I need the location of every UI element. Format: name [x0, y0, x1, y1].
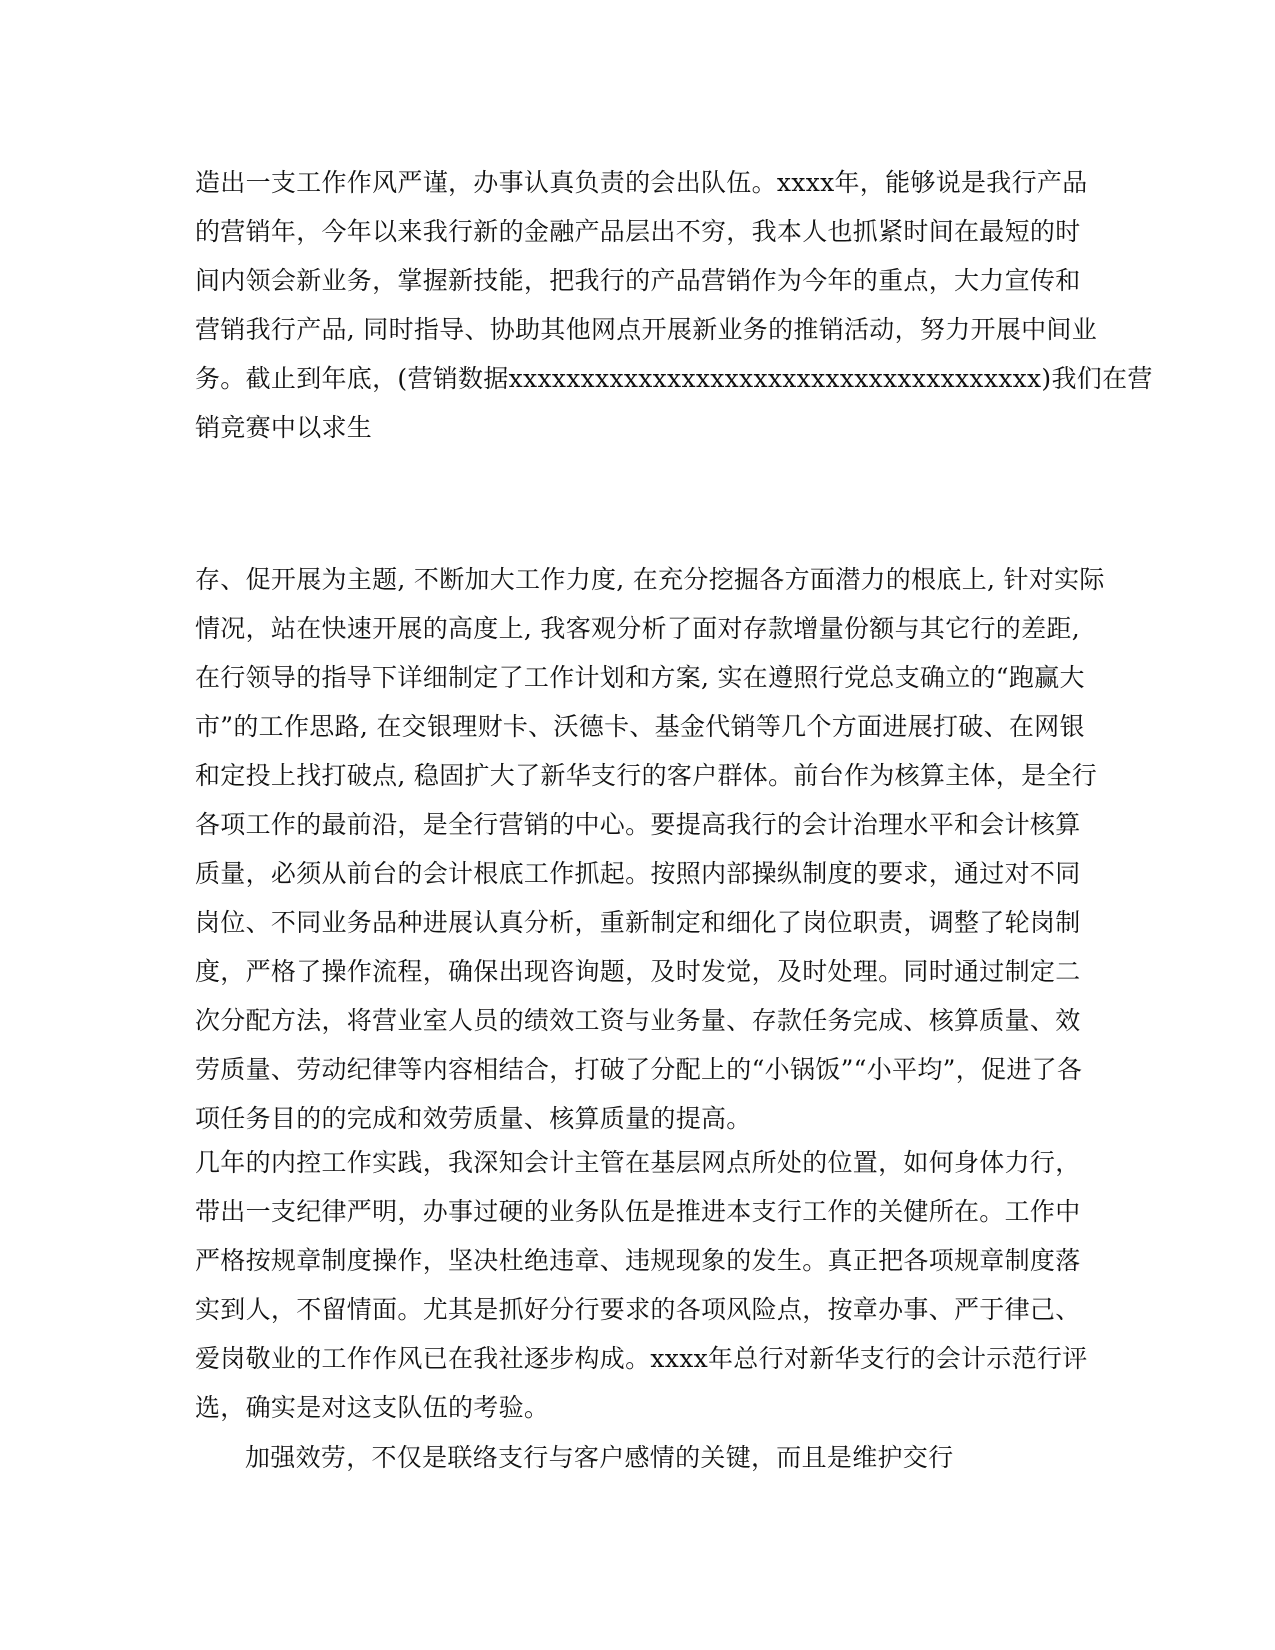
text-line: 爱岗敬业的工作作风已在我社逐步构成。xxxx年总行对新华支行的会计示范行评 — [195, 1344, 1088, 1373]
text-line: 劳质量、劳动纪律等内容相结合，打破了分配上的“小锅饭”“小平均”，促进了各 — [195, 1055, 1083, 1084]
text-line: 选，确实是对这支队伍的考验。 — [195, 1393, 550, 1422]
text-line: 和定投上找打破点, 稳固扩大了新华支行的客户群体。前台作为核算主体，是全行 — [195, 761, 1097, 790]
text-line: 存、促开展为主题, 不断加大工作力度, 在充分挖掘各方面潜力的根底上, 针对实际 — [195, 565, 1105, 594]
text-line: 各项工作的最前沿，是全行营销的中心。要提高我行的会计治理水平和会计核算 — [195, 810, 1081, 839]
text-line: 造出一支工作作风严谨，办事认真负责的会出队伍。xxxx年，能够说是我行产品 — [195, 168, 1088, 197]
paragraph-2 — [195, 555, 1105, 1143]
text-line: 市”的工作思路, 在交银理财卡、沃德卡、基金代销等几个方面进展打破、在网银 — [195, 712, 1085, 741]
paragraph-1 — [195, 158, 1153, 452]
text-line: 的营销年，今年以来我行新的金融产品层出不穷，我本人也抓紧时间在最短的时 — [195, 217, 1081, 246]
text-line: 营销我行产品, 同时指导、协助其他网点开展新业务的推销活动，努力开展中间业 — [195, 315, 1097, 344]
text-line: 次分配方法，将营业室人员的绩效工资与业务量、存款任务完成、核算质量、效 — [195, 1006, 1081, 1035]
text-line: 质量，必须从前台的会计根底工作抓起。按照内部操纵制度的要求，通过对不同 — [195, 859, 1081, 888]
text-line: 情况，站在快速开展的高度上, 我客观分析了面对存款增量份额与其它行的差距, — [195, 614, 1080, 643]
text-line: 务。截止到年底，(营销数据xxxxxxxxxxxxxxxxxxxxxxxxxxxxxxxxxxxxx)我们在营 — [195, 364, 1153, 393]
text-line: 度，严格了操作流程，确保出现咨询题，及时发觉，及时处理。同时通过制定二 — [195, 957, 1081, 986]
text-line: 严格按规章制度操作，坚决杜绝违章、违规现象的发生。真正把各项规章制度落 — [195, 1246, 1081, 1275]
text-line: 项任务目的的完成和效劳质量、核算质量的提高。 — [195, 1104, 752, 1133]
text-line: 实到人，不留情面。尤其是抓好分行要求的各项风险点，按章办事、严于律己、 — [195, 1295, 1081, 1324]
text-line: 几年的内控工作实践，我深知会计主管在基层网点所处的位置，如何身体力行， — [195, 1148, 1081, 1177]
text-line: 岗位、不同业务品种进展认真分析，重新制定和细化了岗位职责，调整了轮岗制 — [195, 908, 1081, 937]
paragraph-3 — [195, 1138, 1095, 1432]
text-line: 加强效劳，不仅是联络支行与客户感情的关键，而且是维护交行 — [245, 1443, 954, 1472]
text-line: 销竞赛中以求生 — [195, 413, 373, 442]
text-line: 间内领会新业务，掌握新技能，把我行的产品营销作为今年的重点，大力宣传和 — [195, 266, 1081, 295]
paragraph-4 — [195, 1433, 1095, 1482]
text-line: 带出一支纪律严明，办事过硬的业务队伍是推进本支行工作的关健所在。工作中 — [195, 1197, 1081, 1226]
text-line: 在行领导的指导下详细制定了工作计划和方案, 实在遵照行党总支确立的“跑赢大 — [195, 663, 1085, 692]
